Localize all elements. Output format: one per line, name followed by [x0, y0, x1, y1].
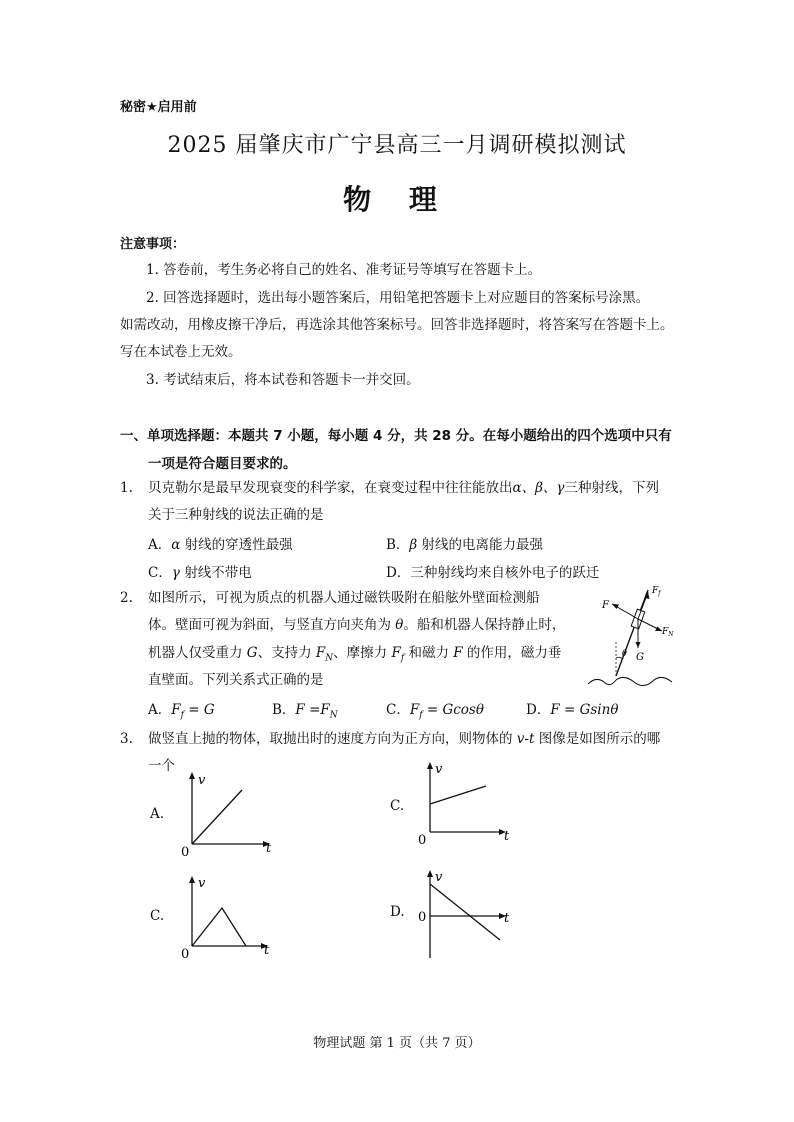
q1-option-b: [386, 533, 543, 553]
graph-a-origin: 0: [181, 845, 190, 860]
q2-b-letter: B．: [272, 702, 296, 718]
q3-graph-c: [176, 872, 286, 962]
q1-stem-part-c: 三种射线，下列: [564, 480, 659, 496]
q2-l3-b: 、支持力: [257, 645, 316, 661]
q1-option-d-letter: D．: [386, 565, 411, 581]
q3-graph-a-label: A.: [150, 806, 165, 822]
q2-l3-ff-sub: f: [400, 653, 405, 664]
graph-c-origin: 0: [181, 947, 190, 962]
q1-option-c-text: 射线不带电: [179, 565, 252, 581]
q3-graph-c-label: C.: [150, 908, 165, 924]
q3-l1-a: 做竖直上抛的物体，取抛出时的速度方向为正方向，则物体的: [148, 731, 517, 747]
q2-option-c: [386, 698, 484, 721]
q3-graph-b-label: C.: [390, 798, 405, 814]
graph-d-v-arrow: [427, 870, 433, 877]
graph-b-v-arrow: [427, 762, 433, 769]
page-footer: 物理试题 第 1 页（共 7 页）: [313, 1036, 481, 1051]
q1-option-b-text: 射线的电离能力最强: [417, 537, 544, 553]
q2-option-b: [272, 698, 338, 721]
graph-d-line: [430, 884, 500, 940]
q3-graph-d-label: D.: [390, 904, 405, 920]
question-3-line-2: 一个: [148, 758, 175, 774]
normal-force-arrowhead: [655, 627, 662, 632]
q2-a-rest: = G: [183, 702, 215, 718]
question-1-stem-line-1: [148, 478, 659, 498]
graph-a-t-label: t: [266, 841, 272, 856]
q2-l3-fn-sub: N: [325, 653, 334, 664]
graph-b-line: [430, 786, 486, 804]
notice-heading: 注意事项：: [120, 237, 186, 252]
q1-option-a: [148, 533, 293, 553]
q1-option-a-letter: A．: [148, 537, 172, 553]
graph-d-origin: 0: [418, 910, 427, 925]
graph-b-v-label: v: [435, 762, 443, 777]
q2-force-diagram: [586, 582, 684, 692]
q2-line-2-part-b: 。船和机器人保持静止时，: [403, 617, 566, 633]
graph-c-line: [192, 908, 246, 946]
confidential-label: 秘密★启用前: [120, 100, 197, 115]
q2-c-expr: F: [409, 702, 420, 718]
q1-option-b-letter: B．: [386, 537, 410, 553]
q2-b-sub: N: [329, 710, 338, 721]
q2-c-sub: f: [419, 710, 423, 721]
graph-a-line: [192, 790, 242, 844]
q2-c-letter: C．: [386, 702, 410, 718]
q2-l3-g: G: [246, 645, 258, 661]
question-2-line-2: [148, 615, 565, 635]
question-3-line-1: [148, 729, 660, 749]
q3-l1-b: 图像是如图所示的哪: [534, 731, 661, 747]
graph-d-t-label: t: [504, 911, 510, 926]
magnetic-force-arrowhead: [612, 604, 619, 609]
exam-title: 2025 届肇庆市广宁县高三一月调研模拟测试: [167, 133, 627, 158]
q1-option-d: [386, 561, 599, 581]
q1-option-d-text: 三种射线均来自核外电子的跃迁: [410, 565, 600, 581]
q2-option-a: [148, 698, 215, 721]
subject-title: 物 理: [343, 183, 451, 216]
q2-a-expr: F: [171, 702, 181, 718]
q2-a-letter: A．: [148, 702, 172, 718]
q3-graph-a: [176, 770, 286, 860]
g-label: G: [636, 652, 644, 663]
notice-item-2-line-1: 2. 回答选择题时，选出每小题答案后，用铅笔把答题卡上对应题目的答案标号涂黑。: [146, 290, 650, 306]
q2-l3-ff: F: [391, 645, 401, 661]
question-2-line-3: [148, 643, 561, 669]
question-1-number: 1.: [120, 480, 133, 496]
theta-label: θ: [622, 649, 627, 658]
q1-option-c: [148, 561, 252, 581]
q2-d-expr: F = Gsinθ: [550, 702, 619, 718]
q1-option-b-symbol: β: [409, 537, 418, 553]
q1-option-c-letter: C．: [148, 565, 172, 581]
q2-l3-c: 、摩擦力: [333, 645, 392, 661]
q2-l3-f: F: [453, 645, 463, 661]
q3-graph-d: [414, 866, 524, 962]
graph-b-t-label: t: [504, 829, 510, 844]
q1-ray-symbols: α、β、γ: [512, 480, 565, 496]
notice-item-2-line-2: 如需改动，用橡皮擦干净后，再选涂其他答案标号。回答非选择题时，将答案写在答题卡上。: [120, 317, 674, 333]
graph-c-v-label: v: [198, 876, 206, 891]
notice-item-1: 1. 答卷前，考生务必将自己的姓名、准考证号等填写在答题卡上。: [146, 262, 542, 278]
q3-graph-b: [414, 760, 524, 850]
q2-l3-fn: F: [315, 645, 326, 661]
notice-item-3: 3. 考试结束后，将本试卷和答题卡一并交回。: [146, 372, 420, 388]
q1-option-a-text: 射线的穿透性最强: [180, 537, 293, 553]
graph-c-t-label: t: [264, 943, 270, 958]
question-1-stem-line-2: 关于三种射线的说法正确的是: [148, 507, 324, 523]
q2-line-2-part-a: 体。壁面可视为斜面，与竖直方向夹角为: [148, 617, 396, 633]
graph-b-origin: 0: [418, 833, 427, 848]
graph-a-v-label: v: [198, 773, 206, 788]
q2-l3-e: 的作用，磁力垂: [462, 645, 562, 661]
q2-l3-a: 机器人仅受重力: [148, 645, 247, 661]
q2-l3-d: 和磁力: [404, 645, 454, 661]
question-3-number: 3.: [120, 731, 133, 747]
q2-d-letter: D．: [526, 702, 551, 718]
ff-label: $F_f$: [652, 586, 661, 597]
f-label: F: [602, 600, 609, 611]
q2-b-expr: F: [295, 702, 305, 718]
q2-a-sub: f: [180, 710, 184, 721]
question-2-line-1: 如图所示，可视为质点的机器人通过磁铁吸附在船舷外壁面检测船: [148, 590, 540, 606]
fn-label: $F_N$: [662, 627, 674, 638]
gravity-arrowhead: [636, 642, 641, 648]
q2-option-d: [526, 698, 618, 718]
graph-d-v-label: v: [435, 870, 443, 885]
question-2-number: 2.: [120, 590, 133, 606]
q1-stem-part-a: 贝克勒尔是最早发现衰变的科学家，在衰变过程中往往能放出: [148, 480, 513, 496]
section-1-heading-line-2: 一项是符合题目要求的。: [148, 456, 297, 472]
section-1-heading-line-1: 一、单项选择题：本题共 7 小题，每小题 4 分，共 28 分。在每小题给出的四个选项中只有: [120, 428, 672, 444]
hull-wall-line: [616, 590, 648, 676]
q3-vt: v-t: [516, 731, 535, 747]
q2-b-mid: =F: [304, 702, 330, 718]
graph-a-v-arrow: [189, 772, 195, 779]
water-wave: [588, 677, 672, 685]
q1-option-a-symbol: α: [171, 537, 181, 553]
question-2-line-4: 直壁面。下列关系式正确的是: [148, 672, 324, 688]
graph-c-v-arrow: [189, 876, 195, 883]
q2-theta: θ: [395, 617, 404, 633]
notice-item-2-line-3: 写在本试卷上无效。: [120, 344, 242, 360]
q1-option-c-symbol: γ: [171, 565, 180, 581]
q2-c-rest: = Gcosθ: [422, 702, 484, 718]
